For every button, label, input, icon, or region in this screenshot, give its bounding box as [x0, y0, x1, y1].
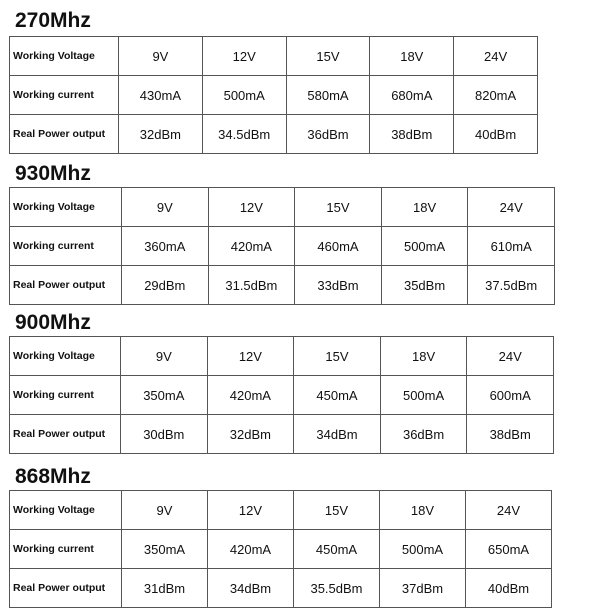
table-cell: 15V: [294, 337, 381, 376]
section-title-270mhz: 270Mhz: [15, 9, 91, 32]
spec-table-868mhz: [9, 490, 552, 608]
table-cell: 30dBm: [121, 415, 208, 454]
table-cell: 420mA: [208, 227, 295, 266]
table-cell: 500mA: [381, 227, 468, 266]
table-cell: 15V: [286, 37, 370, 76]
table-cell: 37dBm: [380, 569, 466, 608]
spec-table-930mhz: [9, 187, 555, 305]
table-cell: 430mA: [119, 76, 203, 115]
row-label: Working current: [10, 376, 121, 415]
row-label: Real Power output: [10, 266, 122, 305]
table-cell: 12V: [207, 337, 294, 376]
table-row: [10, 337, 554, 376]
spec-table-900mhz: [9, 336, 554, 454]
table-cell: 600mA: [467, 376, 554, 415]
table-cell: 12V: [208, 491, 294, 530]
table-cell: 350mA: [122, 530, 208, 569]
table-cell: 24V: [467, 337, 554, 376]
section-title-900mhz: 900Mhz: [15, 311, 91, 334]
table-row: [10, 266, 555, 305]
table-cell: 15V: [295, 188, 382, 227]
spec-table-270mhz: [9, 36, 538, 154]
section-title-868mhz: 868Mhz: [15, 465, 91, 488]
table-cell: 33dBm: [295, 266, 382, 305]
row-label: Working current: [10, 227, 122, 266]
table-cell: 18V: [370, 37, 454, 76]
table-row: [10, 37, 538, 76]
table-row: [10, 569, 552, 608]
table-cell: 35dBm: [381, 266, 468, 305]
table-cell: 24V: [466, 491, 552, 530]
table-cell: 820mA: [454, 76, 538, 115]
table-cell: 450mA: [294, 530, 380, 569]
table-cell: 9V: [121, 337, 208, 376]
table-cell: 24V: [454, 37, 538, 76]
table-row: [10, 188, 555, 227]
table-cell: 12V: [202, 37, 286, 76]
table-cell: 36dBm: [286, 115, 370, 154]
row-label: Real Power output: [10, 569, 122, 608]
table-cell: 29dBm: [122, 266, 209, 305]
table-cell: 32dBm: [119, 115, 203, 154]
table-cell: 9V: [119, 37, 203, 76]
table-row: [10, 115, 538, 154]
table-row: [10, 76, 538, 115]
table-cell: 420mA: [208, 530, 294, 569]
table-cell: 500mA: [380, 530, 466, 569]
row-label: Working current: [10, 76, 119, 115]
table-cell: 360mA: [122, 227, 209, 266]
row-label: Working Voltage: [10, 337, 121, 376]
table-cell: 18V: [380, 491, 466, 530]
table-cell: 35.5dBm: [294, 569, 380, 608]
row-label: Working Voltage: [10, 37, 119, 76]
table-cell: 350mA: [121, 376, 208, 415]
table-cell: 18V: [380, 337, 467, 376]
table-cell: 680mA: [370, 76, 454, 115]
table-cell: 34dBm: [208, 569, 294, 608]
table-cell: 500mA: [380, 376, 467, 415]
table-cell: 36dBm: [380, 415, 467, 454]
table-cell: 610mA: [468, 227, 555, 266]
table-row: [10, 415, 554, 454]
table-cell: 15V: [294, 491, 380, 530]
table-cell: 40dBm: [466, 569, 552, 608]
table-cell: 500mA: [202, 76, 286, 115]
table-cell: 450mA: [294, 376, 381, 415]
table-cell: 580mA: [286, 76, 370, 115]
table-row: [10, 530, 552, 569]
table-row: [10, 227, 555, 266]
table-cell: 37.5dBm: [468, 266, 555, 305]
table-cell: 24V: [468, 188, 555, 227]
table-cell: 9V: [122, 188, 209, 227]
table-cell: 12V: [208, 188, 295, 227]
row-label: Real Power output: [10, 415, 121, 454]
table-cell: 420mA: [207, 376, 294, 415]
table-cell: 34dBm: [294, 415, 381, 454]
section-title-930mhz: 930Mhz: [15, 162, 91, 185]
table-cell: 38dBm: [370, 115, 454, 154]
row-label: Real Power output: [10, 115, 119, 154]
table-cell: 31.5dBm: [208, 266, 295, 305]
table-cell: 34.5dBm: [202, 115, 286, 154]
table-cell: 38dBm: [467, 415, 554, 454]
row-label: Working Voltage: [10, 491, 122, 530]
table-cell: 18V: [381, 188, 468, 227]
table-cell: 650mA: [466, 530, 552, 569]
table-cell: 460mA: [295, 227, 382, 266]
table-cell: 9V: [122, 491, 208, 530]
row-label: Working Voltage: [10, 188, 122, 227]
table-cell: 31dBm: [122, 569, 208, 608]
table-cell: 40dBm: [454, 115, 538, 154]
row-label: Working current: [10, 530, 122, 569]
table-row: [10, 491, 552, 530]
table-cell: 32dBm: [207, 415, 294, 454]
table-row: [10, 376, 554, 415]
